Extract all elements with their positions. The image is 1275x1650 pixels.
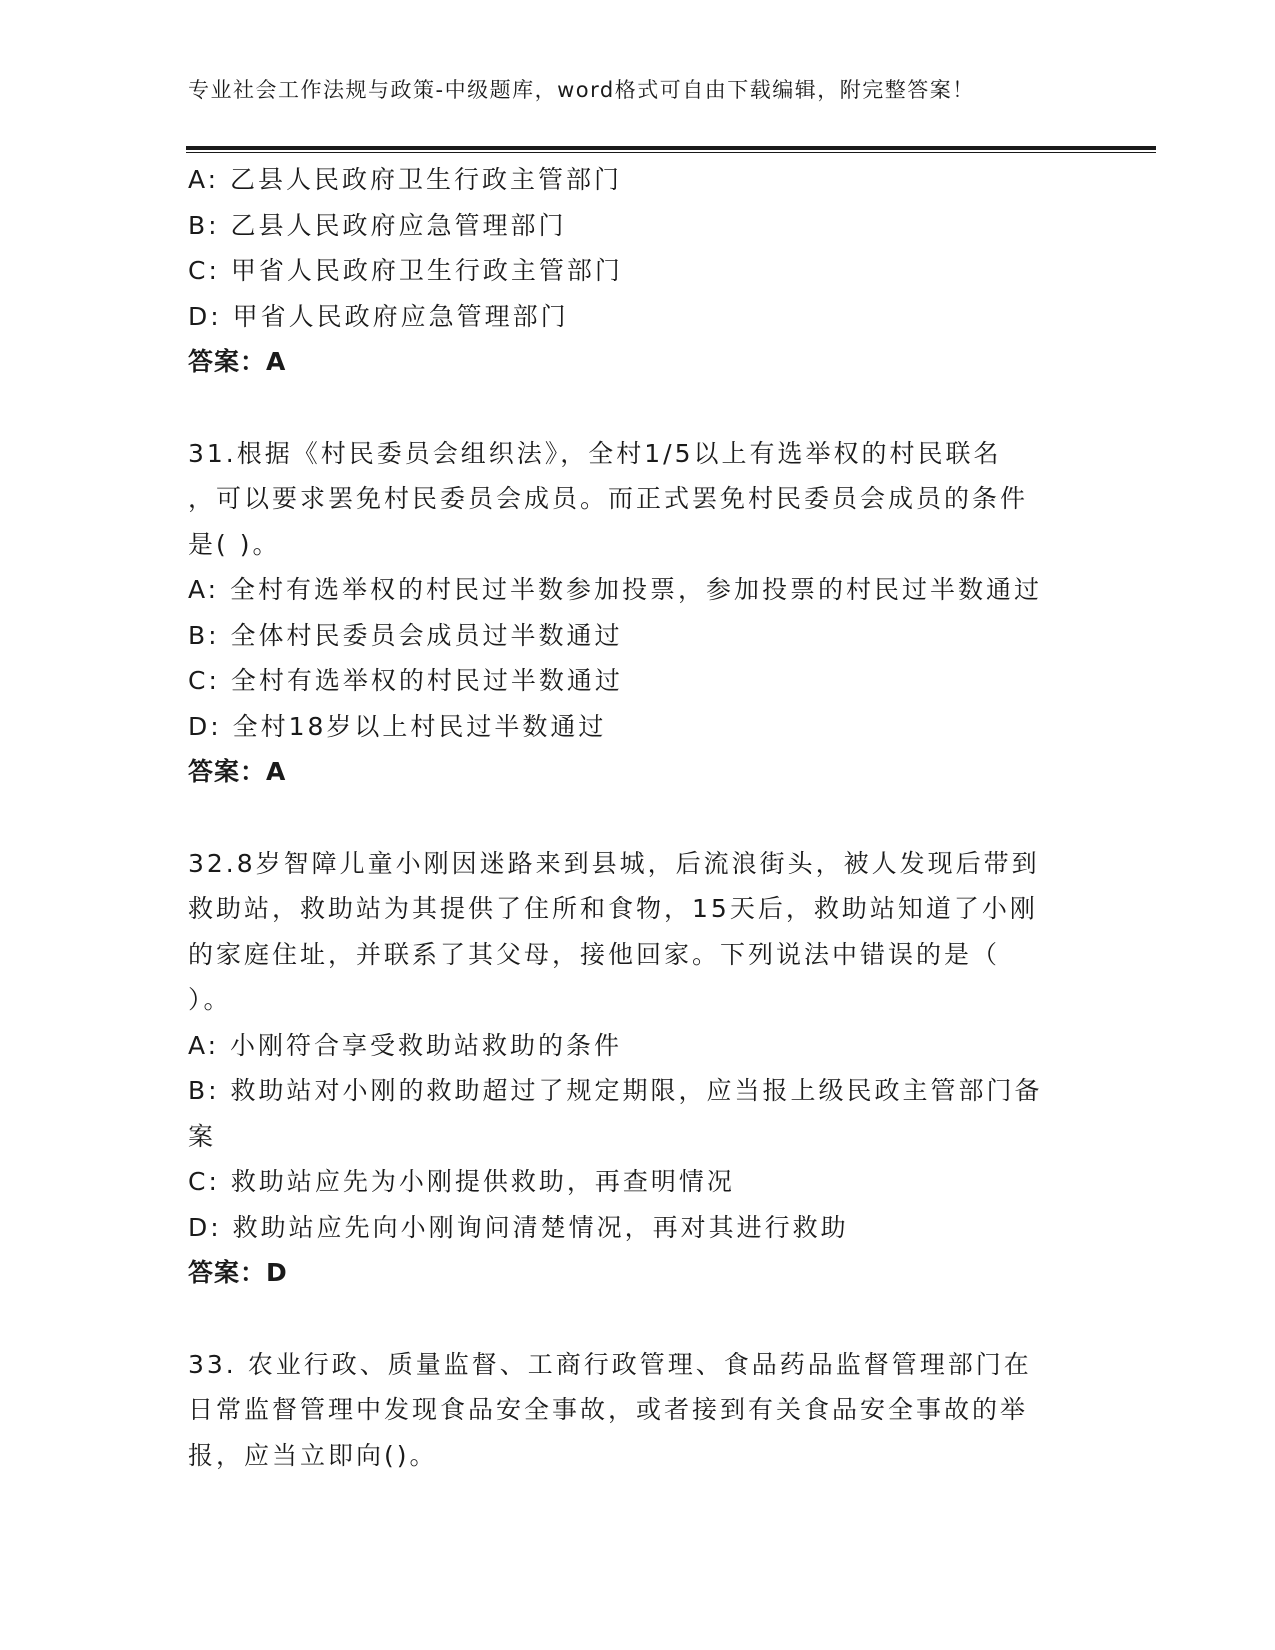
question-content [188, 157, 1088, 1478]
question-32-block [188, 841, 1088, 1296]
q31-stem-line-3: 是( )。 [188, 529, 281, 559]
spacer [188, 1296, 1088, 1342]
q31-option-b: B: 全体村民委员会成员过半数通过 [188, 620, 623, 650]
q32-option-d: D: 救助站应先向小刚询问清楚情况，再对其进行救助 [188, 1212, 849, 1242]
q31-answer: 答案：A [188, 757, 287, 786]
q32-option-c: C: 救助站应先为小刚提供救助，再查明情况 [188, 1167, 735, 1196]
header-title: 专业社会工作法规与政策-中级题库，word格式可自由下载编辑，附完整答案！ [188, 78, 975, 102]
question-31-block [188, 431, 1088, 795]
q32-stem-line-3: 的家庭住址，并联系了其父母，接他回家。下列说法中错误的是（ [188, 939, 1001, 969]
spacer [188, 385, 1088, 431]
q31-option-c: C: 全村有选举权的村民过半数通过 [188, 666, 623, 695]
q30-option-c: C: 甲省人民政府卫生行政主管部门 [188, 256, 623, 285]
q32-option-a: A: 小刚符合享受救助站救助的条件 [188, 1030, 623, 1060]
q33-stem-line-3: 报，应当立即向()。 [188, 1440, 438, 1470]
q32-answer: 答案：D [188, 1258, 288, 1287]
header-rule-thick [186, 146, 1156, 150]
question-30-block [188, 157, 1088, 385]
q32-option-b-cont: 案 [188, 1121, 217, 1151]
spacer [188, 795, 1088, 841]
q33-stem-line-2: 日常监督管理中发现食品安全事故，或者接到有关食品安全事故的举 [188, 1395, 1029, 1424]
q33-stem-line-1: 33. 农业行政、质量监督、工商行政管理、食品药品监督管理部门在 [188, 1349, 1032, 1379]
q32-stem-line-1: 32.8岁智障儿童小刚因迷路来到县城，后流浪街头，被人发现后带到 [188, 848, 1040, 878]
question-33-block [188, 1342, 1088, 1479]
q32-stem-line-2: 救助站，救助站为其提供了住所和食物，15天后，救助站知道了小刚 [188, 894, 1038, 923]
q30-option-d: D: 甲省人民政府应急管理部门 [188, 301, 569, 331]
q32-stem-line-4: ）。 [188, 985, 232, 1014]
header-rule-thin [186, 152, 1156, 153]
q31-option-a: A: 全村有选举权的村民过半数参加投票，参加投票的村民过半数通过 [188, 575, 1043, 604]
q30-answer: 答案：A [188, 347, 287, 376]
q30-option-b: B: 乙县人民政府应急管理部门 [188, 210, 567, 240]
q31-stem-line-1: 31.根据《村民委员会组织法》，全村1/5以上有选举权的村民联名 [188, 438, 1002, 468]
q30-option-a: A: 乙县人民政府卫生行政主管部门 [188, 165, 623, 194]
q31-option-d: D: 全村18岁以上村民过半数通过 [188, 711, 607, 741]
q32-option-b: B: 救助站对小刚的救助超过了规定期限，应当报上级民政主管部门备 [188, 1076, 1043, 1105]
q31-stem-line-2: ，可以要求罢免村民委员会成员。而正式罢免村民委员会成员的条件 [188, 484, 1029, 513]
